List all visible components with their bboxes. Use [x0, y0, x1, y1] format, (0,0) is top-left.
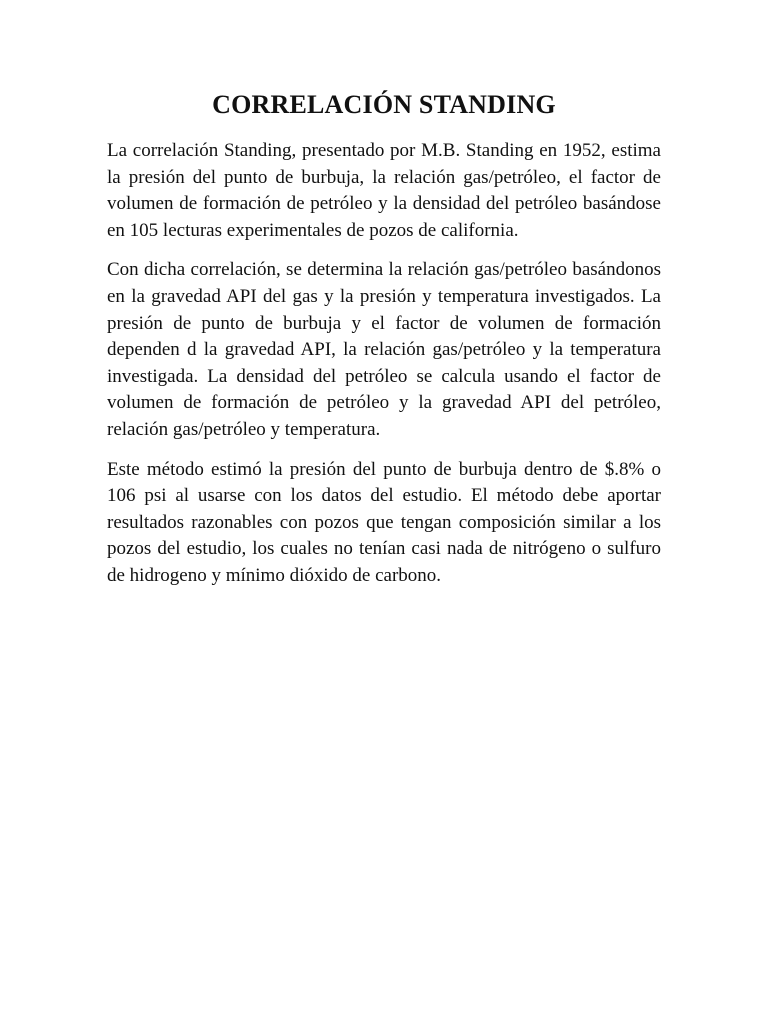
document-title: CORRELACIÓN STANDING: [212, 90, 556, 119]
paragraph-accuracy: Este método estimó la presión del punto de burbuja dentro de $.8% o 106 psi al usarse con los datos del estudio. El método debe aportar resultados razonables con pozos que tengan composición similar a los pozos del estudio, los cuales no tenían casi nada de nitrógeno o sulfuro de hidrogeno y mínimo dióxido de carbono.: [107, 458, 661, 586]
document-body: [107, 138, 661, 603]
paragraph-method: Con dicha correlación, se determina la relación gas/petróleo basándonos en la gravedad API del gas y la presión y temperatura investigados. La presión de punto de burbuja y el factor de volumen de formación dependen d la gravedad API, la relación gas/petróleo y la temperatura investigada. La densidad del petróleo se calcula usando el factor de volumen de formación de petróleo y la gravedad API del petróleo, relación gas/petróleo y temperatura.: [107, 259, 661, 440]
paragraph-intro: La correlación Standing, presentado por M.B. Standing en 1952, estima la presión del punto de burbuja, la relación gas/petróleo, el factor de volumen de formación de petróleo y la densidad del petróleo basándose en 105 lecturas experimentales de pozos de california.: [107, 140, 661, 241]
